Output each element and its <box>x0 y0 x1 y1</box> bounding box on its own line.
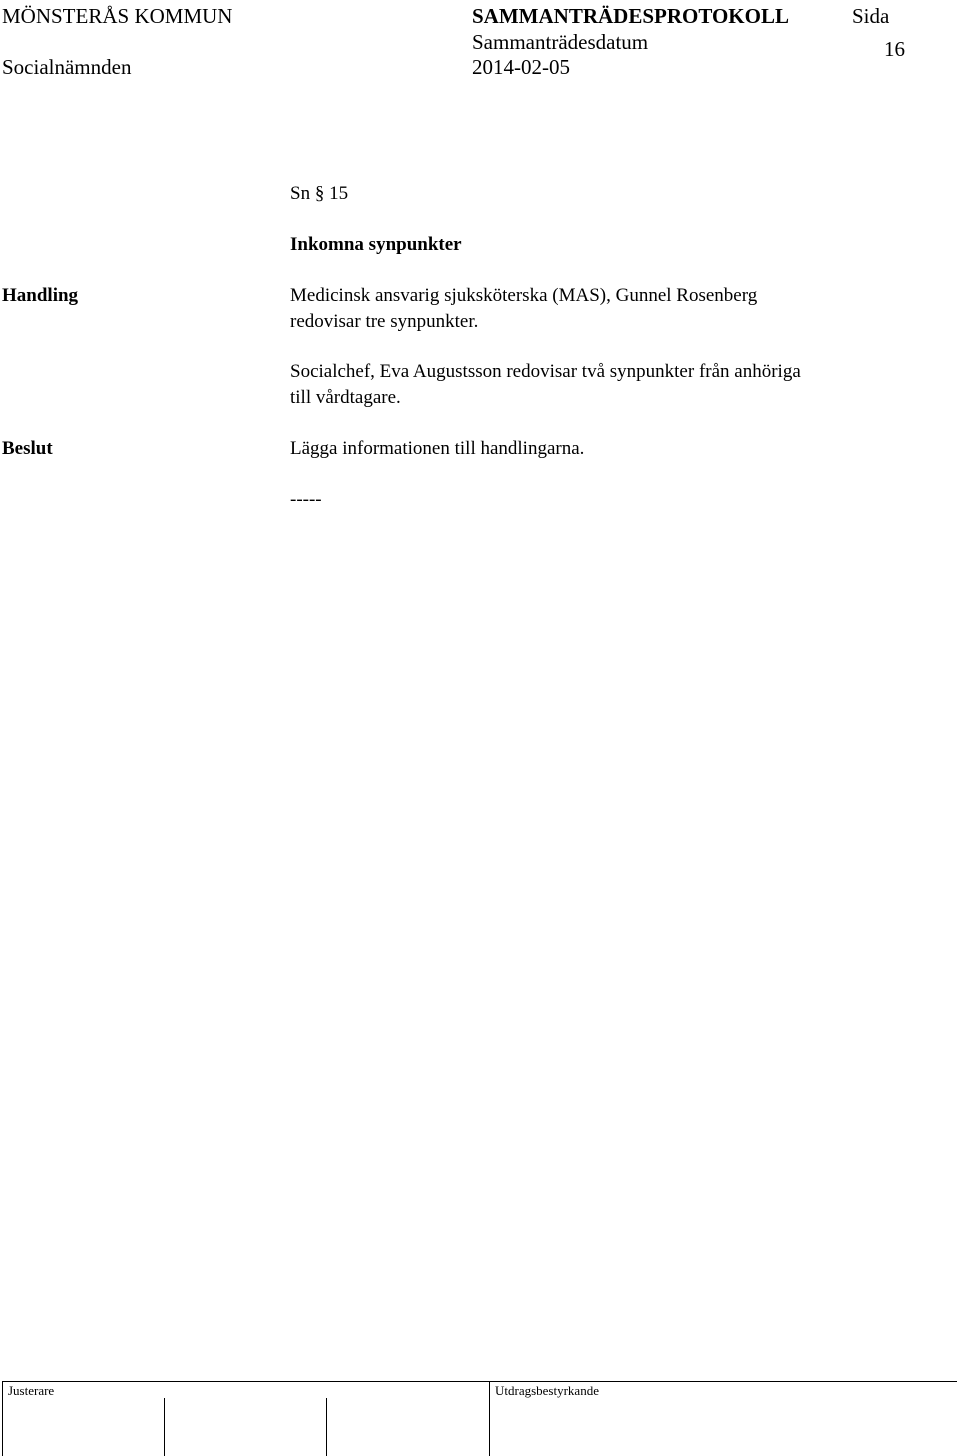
footer-divider-1 <box>164 1398 165 1456</box>
utdragsbestyrkande-label: Utdragsbestyrkande <box>495 1383 599 1398</box>
handling-paragraph-2-line-1: Socialchef, Eva Augustsson redovisar två synpunkter från anhöriga <box>290 361 801 382</box>
document-type: SAMMANTRÄDESPROTOKOLL <box>472 4 789 28</box>
handling-label: Handling <box>2 285 79 306</box>
footer-divider-2 <box>326 1398 327 1456</box>
footer-top-rule <box>2 1381 957 1382</box>
handling-paragraph-1-line-2: redovisar tre synpunkter. <box>290 311 479 332</box>
page-label: Sida <box>852 4 890 28</box>
meeting-date: 2014-02-05 <box>472 55 570 79</box>
handling-paragraph-1-line-1: Medicinsk ansvarig sjuksköterska (MAS), Gunnel Rosenberg <box>290 285 758 306</box>
footer-divider-3 <box>489 1381 490 1456</box>
paragraph-reference: Sn § 15 <box>290 183 349 204</box>
municipality-name: MÖNSTERÅS KOMMUN <box>2 4 233 28</box>
justerare-label: Justerare <box>8 1383 55 1398</box>
page-number: 16 <box>884 37 905 61</box>
beslut-text: Lägga informationen till handlingarna. <box>290 438 585 459</box>
handling-paragraph-2-line-2: till vårdtagare. <box>290 387 401 408</box>
footer-left-border <box>2 1381 3 1456</box>
end-marker: ----- <box>290 489 322 510</box>
meeting-date-label: Sammanträdesdatum <box>472 30 649 54</box>
department-name: Socialnämnden <box>2 55 132 79</box>
beslut-label: Beslut <box>2 438 53 459</box>
section-title: Inkomna synpunkter <box>290 234 462 255</box>
